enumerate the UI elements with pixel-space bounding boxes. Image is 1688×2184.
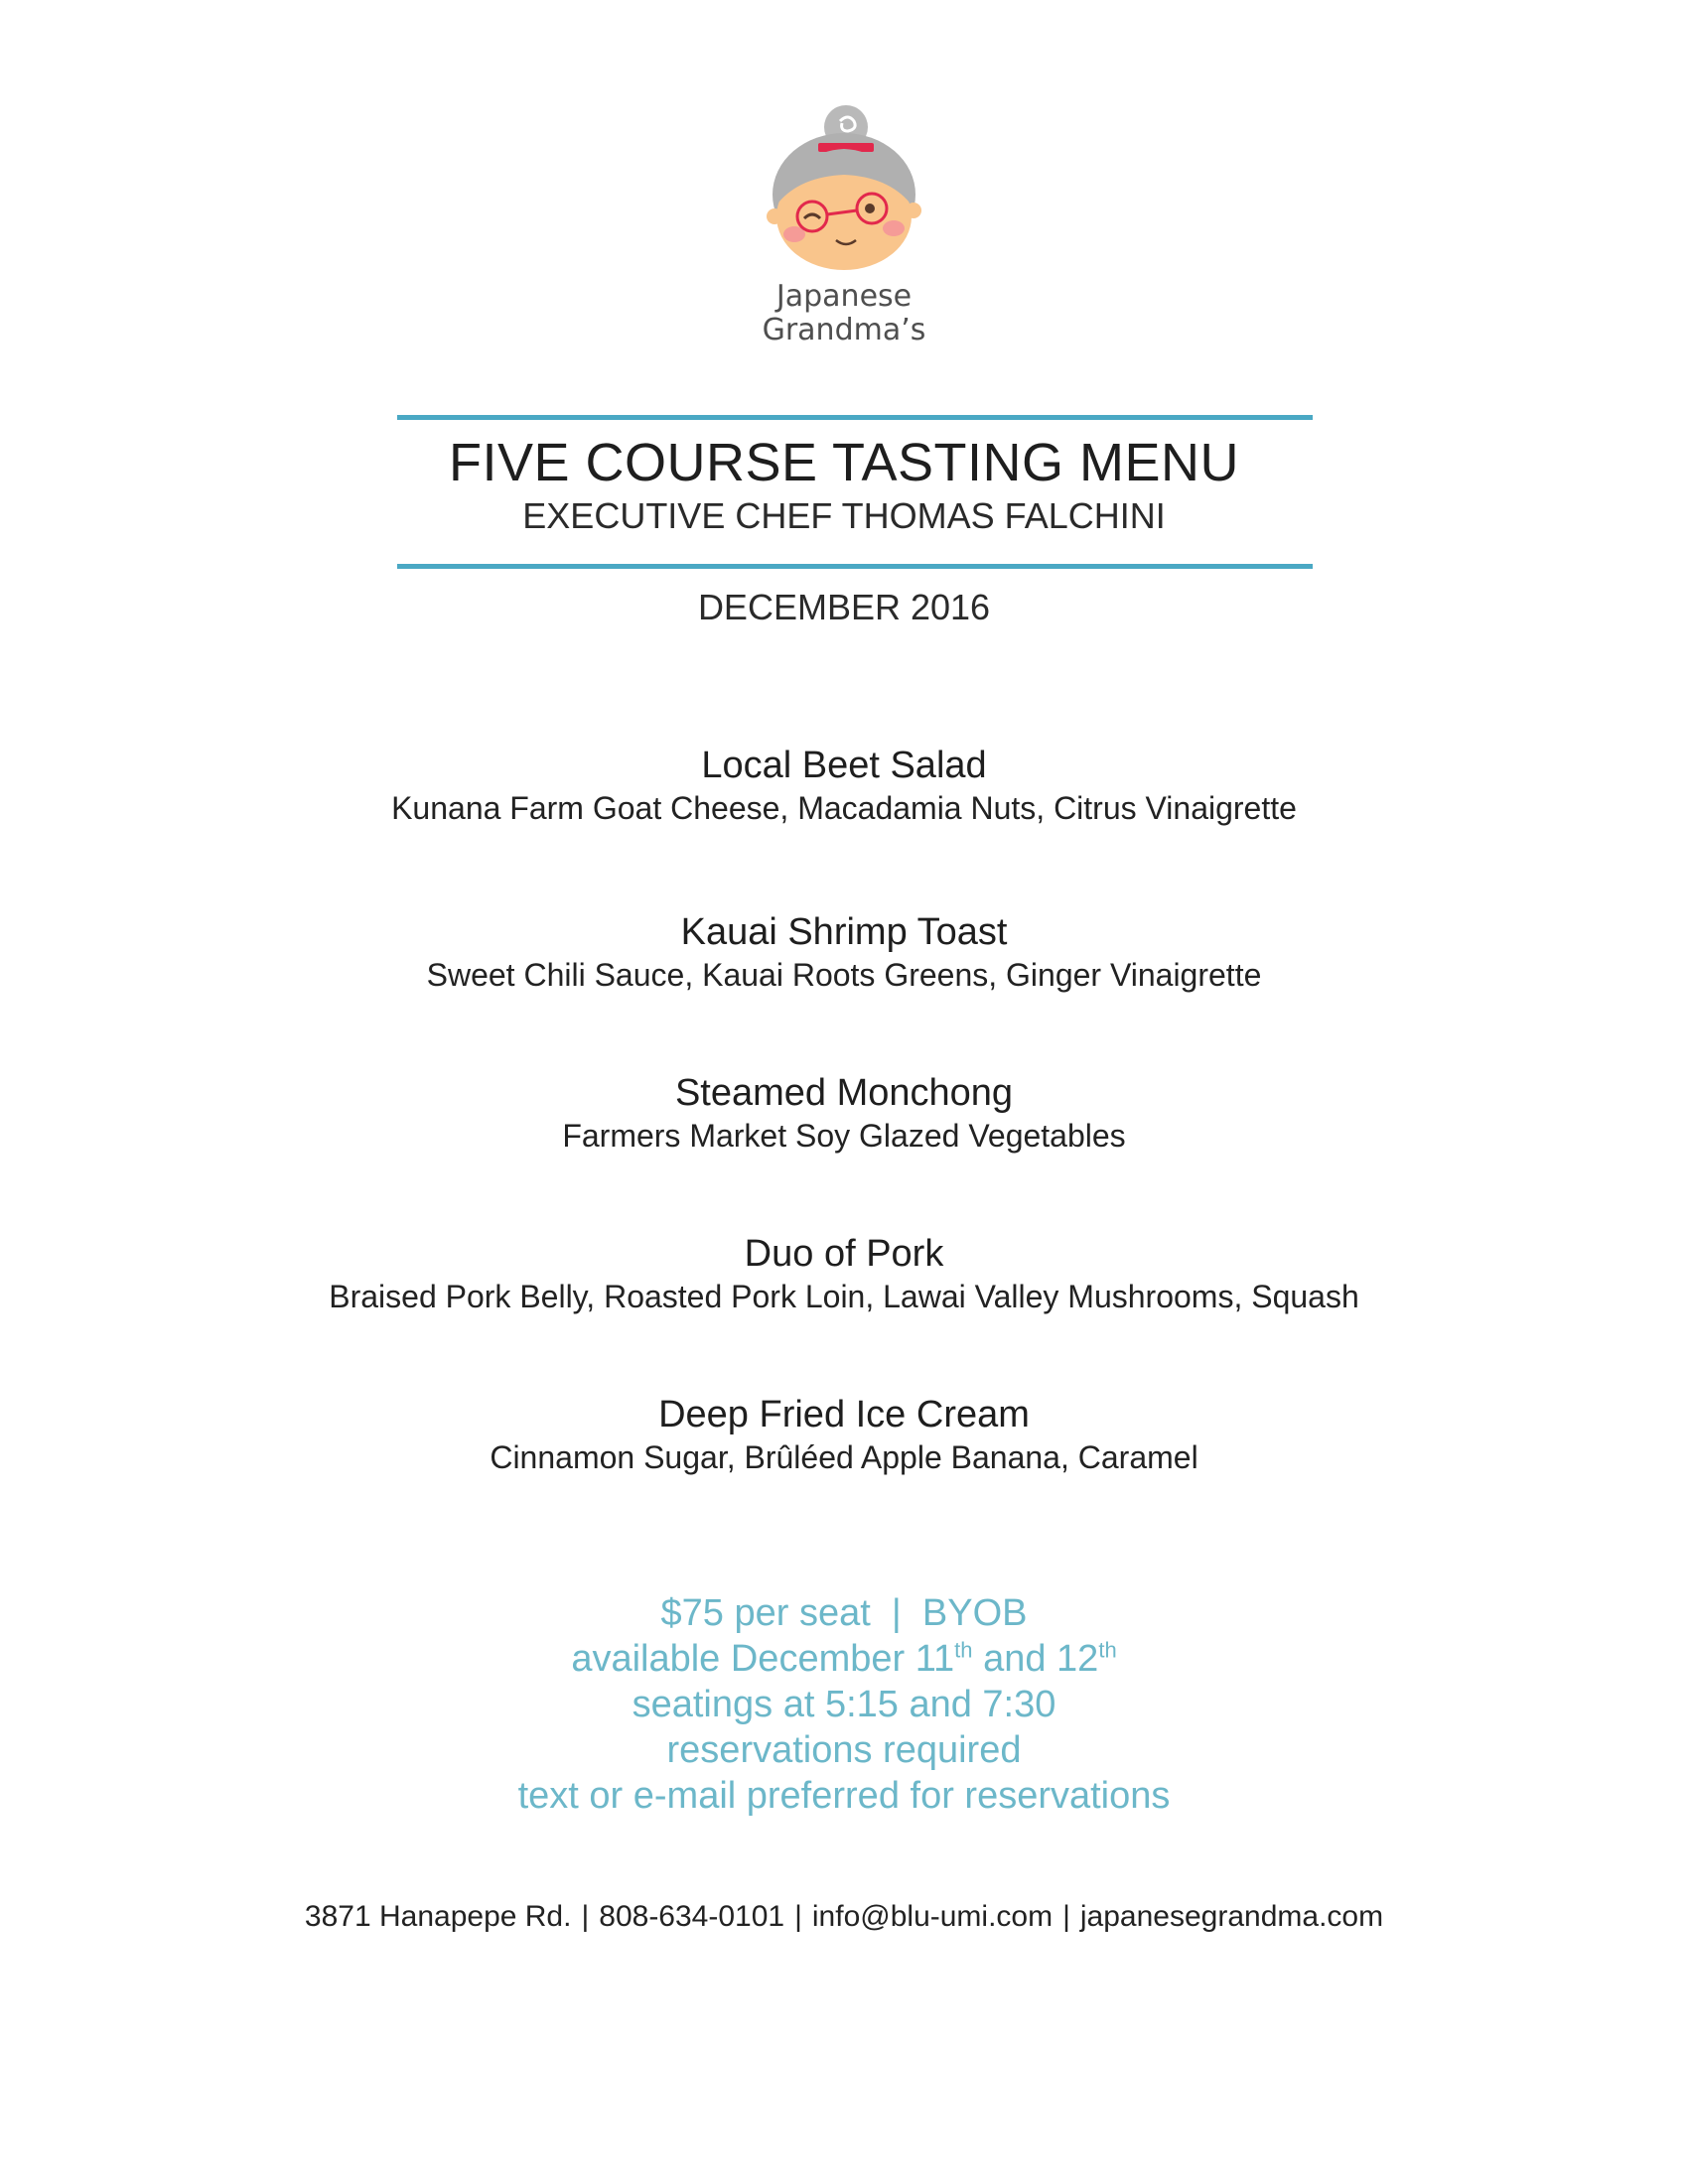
separator: | [1062, 1900, 1070, 1933]
header-rule-top [397, 415, 1313, 420]
website-link[interactable]: japanesegrandma.com [1079, 1900, 1384, 1933]
chef-subtitle: EXECUTIVE CHEF THOMAS FALCHINI [522, 495, 1166, 536]
separator: | [794, 1900, 802, 1933]
course-description: Cinnamon Sugar, Brûléed Apple Banana, Caramel [490, 1439, 1198, 1475]
brand-name [645, 280, 1043, 347]
grandma-face-icon [755, 99, 933, 278]
availability-mid: and 12 [972, 1638, 1099, 1680]
course-item [0, 743, 1688, 828]
course-item [0, 1231, 1688, 1316]
email-link[interactable]: info@blu-umi.com [811, 1900, 1054, 1933]
booking-info [0, 1590, 1688, 1819]
brand-line-2: Grandma’s [762, 313, 926, 347]
separator: | [581, 1900, 590, 1933]
course-description: Braised Pork Belly, Roasted Pork Loin, Lawai Valley Mushrooms, Squash [329, 1279, 1359, 1314]
course-name: Duo of Pork [744, 1233, 944, 1275]
footer-contact [0, 1898, 1688, 1936]
menu-title: FIVE COURSE TASTING MENU [448, 433, 1240, 492]
course-description: Farmers Market Soy Glazed Vegetables [562, 1118, 1126, 1154]
course-name: Steamed Monchong [674, 1072, 1014, 1114]
course-name: Kauai Shrimp Toast [680, 911, 1008, 953]
course-item [0, 909, 1688, 995]
menu-date: DECEMBER 2016 [697, 587, 991, 627]
availability-line [0, 1636, 1688, 1682]
reservations-line: reservations required [666, 1729, 1022, 1771]
course-name: Local Beet Salad [701, 745, 987, 786]
course-description: Sweet Chili Sauce, Kauai Roots Greens, Ginger Vinaigrette [426, 957, 1262, 993]
address: 3871 Hanapepe Rd. [304, 1900, 572, 1933]
ordinal-suffix: th [954, 1637, 973, 1663]
contact-preference-line: text or e-mail preferred for reservations [517, 1775, 1171, 1817]
ordinal-suffix: th [1098, 1637, 1117, 1663]
course-item [0, 1070, 1688, 1156]
course-description: Kunana Farm Goat Cheese, Macadamia Nuts, Citrus Vinaigrette [391, 790, 1297, 826]
seatings-line: seatings at 5:15 and 7:30 [632, 1684, 1056, 1725]
availability-prefix: available December 11 [571, 1638, 955, 1680]
brand-line-1: Japanese [775, 279, 913, 314]
course-item [0, 1392, 1688, 1477]
header-rule-bottom [397, 564, 1313, 569]
phone-number[interactable]: 808-634-0101 [599, 1900, 785, 1933]
course-name: Deep Fried Ice Cream [658, 1394, 1030, 1435]
price-line: $75 per seat | BYOB [660, 1592, 1028, 1634]
